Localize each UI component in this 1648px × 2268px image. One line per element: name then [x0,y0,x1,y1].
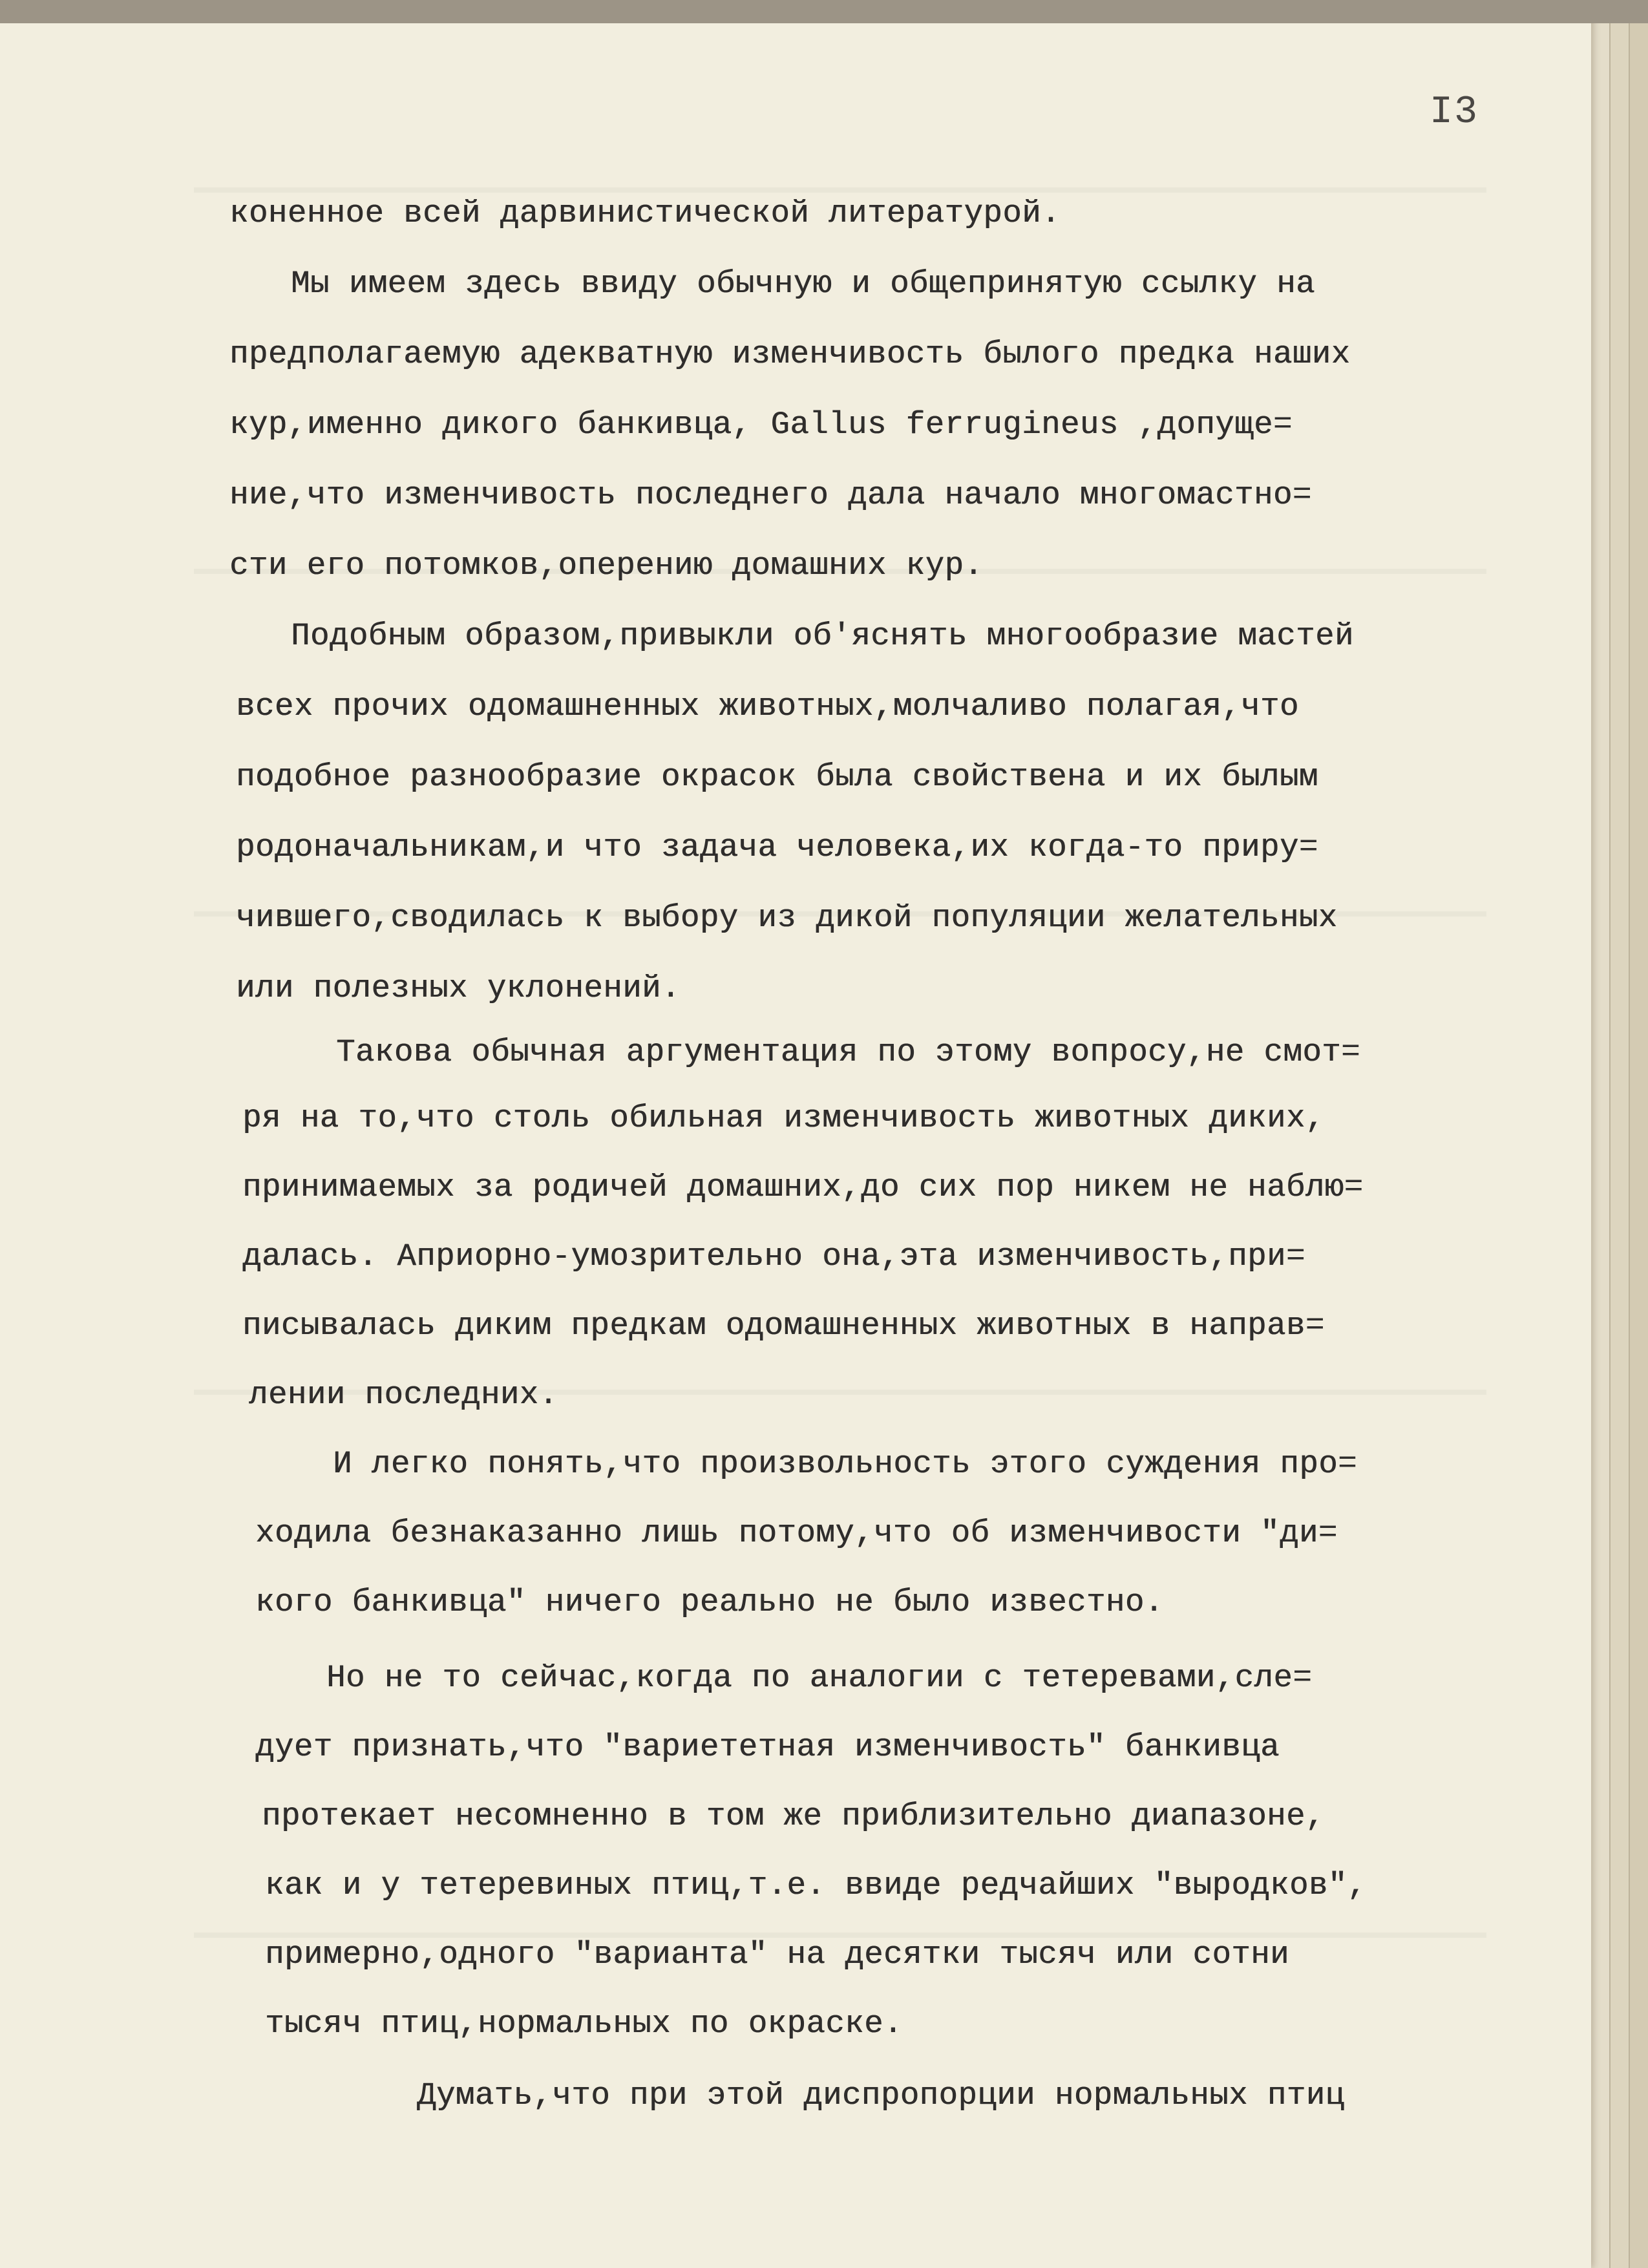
text-line: Но не то сейчас,когда по аналогии с тетеревами,сле= [326,1660,1313,1696]
text-line: ние,что изменчивость последнего дала начало многомастно= [229,477,1312,513]
text-line: лении последних. [249,1377,558,1413]
page-stack-edge [1629,0,1648,2268]
text-line: Подобным образом,привыкли об'яснять многообразие мастей [291,618,1354,654]
page-number: I3 [1430,90,1479,134]
text-line: чившего,сводилась к выбору из дикой популяции желательных [236,900,1338,936]
text-line: всех прочих одомашненных животных,молчаливо полагая,что [236,688,1299,725]
text-line: протекает несомненно в том же приблизительно диапазоне, [262,1798,1325,1834]
text-line: И легко понять,что произвольность этого суждения про= [333,1446,1357,1482]
text-line: писывалась диким предкам одомашненных животных в направ= [242,1308,1325,1344]
text-line: как и у тетеревиных птиц,т.е. ввиде редчайших "выродков", [265,1867,1367,1903]
text-line: кур,именно дикого банкивца, Gallus ferrugineus ,допуще= [229,407,1293,443]
text-line: сти его потомков,оперению домашних кур. [229,547,984,584]
text-line: Такова обычная аргументация по этому вопросу,не смот= [336,1034,1360,1070]
text-line: принимаемых за родичей домашних,до сих пор никем не наблю= [242,1169,1364,1205]
text-line: ходила безнаказанно лишь потому,что об изменчивости "ди= [255,1515,1338,1551]
text-line: Думать,что при этой диспропорции нормальных птиц [417,2077,1345,2114]
text-line: Мы имеем здесь ввиду обычную и общепринятую ссылку на [291,266,1315,302]
text-line: предполагаемую адекватную изменчивость былого предка наших [229,336,1351,372]
text-line: ря на то,что столь обильная изменчивость животных диких, [242,1100,1325,1136]
scan-top-edge [0,0,1648,23]
text-line: или полезных уклонений. [236,970,681,1006]
text-line: тысяч птиц,нормальных по окраске. [265,2006,903,2042]
text-line: далась. Априорно-умозрительно она,эта изменчивость,при= [242,1238,1305,1275]
text-line: примерно,одного "варианта" на десятки тысяч или сотни [265,1936,1289,1973]
text-line: подобное разнообразие окрасок была свойствена и их былым [236,759,1318,795]
text-line: коненное всей дарвинистической литературой. [229,195,1061,231]
text-line: кого банкивца" ничего реально не было известно. [255,1584,1164,1620]
text-line: дует признать,что "вариететная изменчивость" банкивца [255,1729,1280,1765]
bleed-through [194,187,1486,193]
text-line: родоначальникам,и что задача человека,их когда-то приру= [236,829,1318,865]
